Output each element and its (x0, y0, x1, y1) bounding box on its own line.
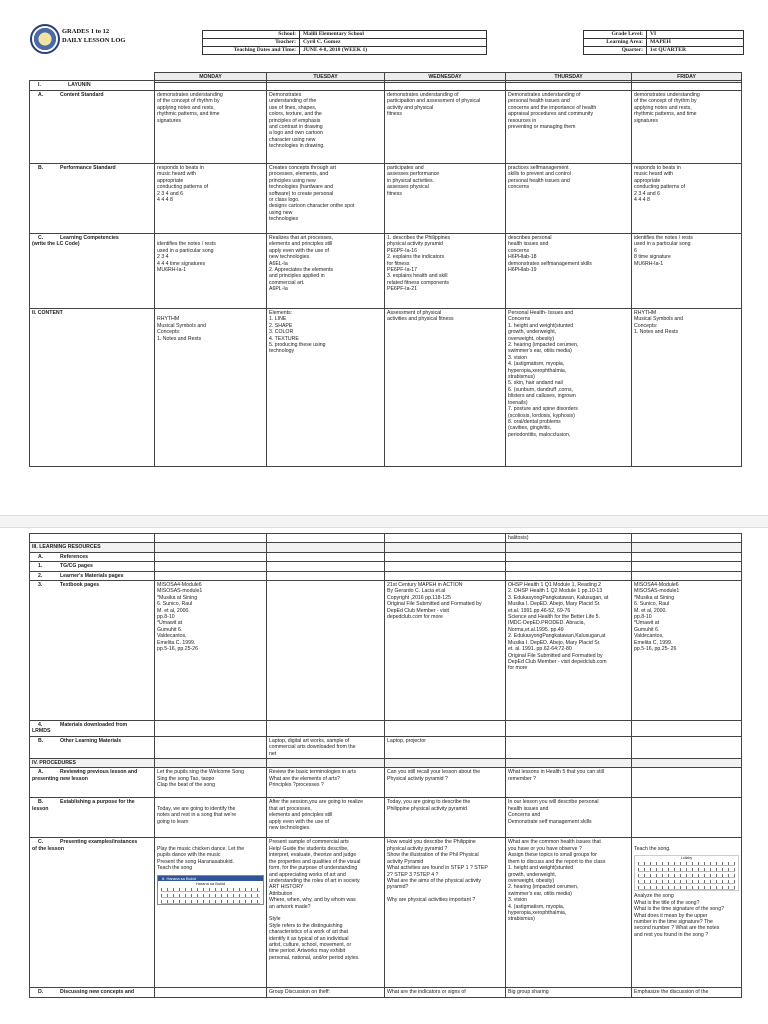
music-staff-icon (161, 888, 260, 892)
competencies-tue: Realizes that art processes, elements and principles still apply even with the use of new technologies. A6EL-Ia 2. Appreciates the elements and principles applied in commercial art. A6PL-Ia (267, 234, 385, 309)
content-tue: Elements: 1. LINE 2. SHAPE 3. COLOR 4. TEXTURE 5. producing these using technology (267, 309, 385, 467)
day-thursday-header: THURSDAY (506, 73, 632, 83)
purpose-fri (632, 798, 742, 838)
content-standard-tue: Demonstrates understanding of the use of lines, shapes, colors, texture, and the principles of emphasis and contrast in drawing a logo and own cartoon character using new technologies in drawing. (267, 91, 385, 164)
row-label: TG/CG pages (60, 563, 93, 570)
page-2 (0, 528, 768, 1024)
review-tue: Review the basic terminologies in arts What are the elements of arts? Principles ?processes ? (267, 768, 385, 798)
row-num: B. (38, 165, 44, 171)
dates-value: JUNE 4-8, 2018 (WEEK 1) (300, 47, 487, 55)
row-label: Discussing new concepts and (60, 989, 135, 996)
row-num: C. (38, 839, 44, 846)
day-tuesday-header: TUESDAY (267, 73, 385, 83)
review-fri (632, 768, 742, 798)
lullaby-score-image (634, 855, 739, 891)
song-sheet-title: Harana sa Bukid (195, 880, 226, 886)
lullaby-title: Lullaby (680, 856, 693, 861)
row-label: References (60, 553, 88, 560)
performance-standard-tue: Creates concepts through art processes, elements, and principles using new technologies (hardware and software) to create personal or class logo. designs cartoon character onthe spot using new technologies (267, 164, 385, 234)
music-staff-icon (638, 862, 735, 866)
competencies-thu: describes personal health issues and concerns H6PHIab-18 demonstrates selfmanagement skills H6PHIab-19 (506, 234, 632, 309)
content-mon: RHYTHM Musical Symbols and Concepts: 1. Notes and Rests (155, 309, 267, 467)
row-label: Content Standard (60, 92, 104, 98)
content-label: II. CONTENT (32, 310, 63, 316)
learning-resources-row (30, 543, 742, 552)
lrmds-row (30, 721, 742, 737)
analyze-song-text: Analyze the song What is the title of the song? What is the time signature of the song? What does it mean by the upper number in the time signature? The second number ? What are the notes and rest you found in the song ? (634, 893, 724, 938)
procedures-row (30, 759, 742, 768)
review-thu: What lessons in Health 5 that you can still remember ? (506, 768, 632, 798)
textbook-wed: 21st Century MAPEH in ACTION By Gerardo C. Lacia et.al Copyright ,2016 pp.118-125 Original File Submitted and Formatted by DepEd Club Member - visit depedclub.com for more (385, 581, 506, 721)
row-num: C. (38, 235, 44, 241)
performance-standard-row (30, 164, 742, 234)
examples-thu: What are the common health issues that you have or you have observe ? Assign these topics to small groups for them to discuss and the report to the class 1. height and weight(stunted growth, underweight, overweight, obesity) 2. hearing (impacted cerumen, swimmer's ear, otitis media) 3. vision 4. (astigmatism, myopia, hyperopia,xerophthalmia, strabismus) (506, 838, 632, 988)
content-row (30, 309, 742, 467)
learning-competencies-row (30, 234, 742, 309)
learning-resources-label: III. LEARNING RESOURCES (30, 543, 155, 552)
row-label: Materials downloaded from LRMDS (32, 722, 128, 735)
procedures-label: IV. PROCEDURES (30, 759, 155, 768)
music-staff-icon (638, 868, 735, 872)
discussing-fri: Emphasize the discussion of the (632, 988, 742, 998)
grade-label: Grade Level: (584, 31, 647, 39)
review-mon: Let the pupils sing the Welcome Song Sing the song Tao, taopo Clap the beat of the song (155, 768, 267, 798)
performance-standard-wed: participates and assesses performance in physical activities. assesses physical fitness (385, 164, 506, 234)
purpose-tue: After the session,you are going to realize that art processes, elements and principles still apply even with the use of new technologies. (267, 798, 385, 838)
competencies-mon: identifies the notes / rests used in a particular song 2 3 4 4 4 4 time signatures MU6RH-Ia-1 (155, 234, 267, 309)
row-label: Learner's Materials pages (60, 572, 124, 579)
tg-pages-row (30, 562, 742, 571)
examples-mon (155, 838, 267, 988)
examples-fri-text: Teach the song. (634, 845, 671, 852)
other-tue: Laptop, digital art works, sample of commercial arts downloaded from the net (267, 736, 385, 758)
content-standard-fri: demonstrates understanding of the concept of rhythm by applying notes and rests, rhythmic patterns, and time signatures (632, 91, 742, 164)
teacher-value: Cyril C. Gomez (300, 39, 487, 47)
continued-row (30, 534, 742, 543)
row-num: 1. (38, 563, 43, 570)
discussing-row (30, 988, 742, 998)
lm-pages-row (30, 571, 742, 580)
textbook-mon: MISOSA4-Module6 MISOSAS-module1 *Musika at Sining 6. Sunico, Raul M. et al, 2000. pp.8-10 *Umawit at Gumuhit 6. Valdecantos, Emelita C. 1999. pp.5-16, pp.25-26 (155, 581, 267, 721)
examples-row (30, 838, 742, 988)
day-monday-header: MONDAY (155, 73, 267, 83)
row-num: 2. (38, 572, 43, 579)
purpose-wed: Today, you are going to describe the Philippine physical activity pyramid (385, 798, 506, 838)
log-title-line-2: DAILY LESSON LOG (62, 37, 126, 44)
examples-wed: How would you describe the Philippine physical activity pyramid ? Show the illustration of the Phil Physical activity Pyramid What activities are found in STEP 1 ? STEP 2? STEP 3 ?STEP 4 ? What are the aims of the physical activity pyramid? Why are physical activities important ? (385, 838, 506, 988)
examples-tue: Present sample of commercial arts Help/ Guide the students describe, interpret, evaluate, theorize and judge the properties and qualities of the visual form, for the purpose of understanding and appreciating works of art and understanding the roles of art in society. ART HISTORY Attribution Where, when, why, and by whom was an artwork made? Style Style refers to the distinguishing characteristics of a work of art that identify it as typical of an individual artist, culture, school, movement, or time period. Artworks may exhibit personal, national, and/or period styles. (267, 838, 385, 988)
grade-value: VI (647, 31, 744, 39)
performance-standard-fri: responds to beats in music heard with appropriate conducting patterns of 2 3 4 and 6 4 4 4 8 (632, 164, 742, 234)
area-label: Learning Area: (584, 39, 647, 47)
log-title (62, 27, 125, 45)
review-row (30, 768, 742, 798)
row-num: B. (38, 737, 44, 744)
discussing-tue: Group Discussion on theff: (267, 988, 385, 998)
row-num: 3. (38, 582, 43, 589)
row-label: Establishing a purpose for the lesson (32, 799, 135, 812)
row-num: D. (38, 989, 44, 996)
textbook-thu: OHSP Health 1 Q1 Module 1, Reading 2 2. OHSP Health 1 Q2 Module 1 pp.10-13 3. EdukasyongPangkatawan, Kalusugan, at Musika I. DepED. Abejo, Mary Placid Sr. et.al. 1991.pp.46-52, 69-76 Science and Health for the Better Life 5. IMDC-DepED.PRODED. Abracia, Norma,et.al.1995. pp.49 2. EdukasyongPangkatawan,Kalusugan,at Musika I. DepED. Abejo, Mary Placid Sr. et. al. 1991. pp.62-64;72-80 Original File Submitted and Formatted by DepEd Club Member - visit depedclub.com for more (506, 581, 632, 721)
other-thu (506, 736, 632, 758)
content-wed: Assessment of physical activities and physical fitness (385, 309, 506, 467)
cont-tue (267, 534, 385, 543)
page-break (0, 515, 768, 528)
discussing-thu: Big group sharing (506, 988, 632, 998)
day-wednesday-header: WEDNESDAY (385, 73, 506, 83)
content-standard-row (30, 91, 742, 164)
other-fri (632, 736, 742, 758)
music-staff-icon (638, 874, 735, 878)
content-fri: RHYTHM Musical Symbols and Concepts: 1. Notes and Rests (632, 309, 742, 467)
content-standard-mon: demonstrates understanding of the concept of rhythm by applying notes and rests, rhythmic patterns, and time signatures (155, 91, 267, 164)
cont-thu: halitosis) (506, 534, 632, 543)
row-num: A. (38, 769, 44, 776)
row-label: Performance Standard (60, 165, 116, 171)
row-num: A. (38, 92, 44, 98)
row-num: B. (38, 799, 44, 806)
other-wed: Laptop, projector (385, 736, 506, 758)
objectives-label: LAYUNIN (68, 82, 91, 88)
music-staff-icon (161, 894, 260, 898)
lesson-table-page-2 (29, 533, 742, 998)
area-value: MAPEH (647, 39, 744, 47)
objectives-num: I. (38, 82, 41, 88)
discussing-wed: What are the indicators or signs of (385, 988, 506, 998)
other-materials-row (30, 736, 742, 758)
quarter-label: Quarter: (584, 47, 647, 55)
row-label: Reviewing previous lesson and presenting new lesson (32, 769, 138, 782)
purpose-mon: Today, we are going to identify the notes and rest in a song that we're going to learn (155, 798, 267, 838)
row-label: Textbook pages (60, 582, 100, 589)
textbook-pages-row (30, 581, 742, 721)
header-info-table (202, 30, 744, 55)
content-standard-wed: demonstrates understanding of participation and assessment of physical activity and physical fitness (385, 91, 506, 164)
row-num: A. (38, 553, 44, 560)
textbook-tue (267, 581, 385, 721)
song-sheet-label: 6. Harana sa Bukid (158, 876, 263, 881)
row-label: Learning Competencies (write the LC Code) (32, 235, 119, 248)
content-standard-thu: Demonstrates understanding of personal health issues and concerns and the importance of health appraisal procedures and community resources in preventing or managing them (506, 91, 632, 164)
content-thu: Personal Health- Issues and Concerns 1. height and weight(stunted growth, underweight, overweight, obesity) 2. hearing (impacted cerumen, swimmer's ear, otitis media) 3. vision 4. (astigmatism, myopia, hyperopia,xerophthalmia, strabismus) 5. skin, hair andand nail 6. (sunburn, dandruff ,corns, blisters and calluses, ingrown toenails) 7. posture and spine disorders (scoliosis, lordosis, kyphosis) 8. oral/dental problems (cavities, gingivitis, periodontitis, malocclusion, (506, 309, 632, 467)
discussing-mon (155, 988, 267, 998)
cont-wed (385, 534, 506, 543)
lesson-table-page-1-body (29, 80, 742, 467)
textbook-fri: MISOSA4-Module6 MISOSAS-module1 *Musika at Sining 6. Sunico, Raul M. et al, 2000. pp.8-10 *Umawit at Gumuhit 6. Valdecantos, Emelita C. 1999. pp.5-16, pp.25- 26 (632, 581, 742, 721)
song-sheet-image (157, 875, 264, 905)
competencies-fri: identifies the notes / rests used in a particular song 6 8 time signature MU6RH-Ia-1 (632, 234, 742, 309)
music-staff-icon (161, 900, 260, 904)
examples-fri (632, 838, 742, 988)
other-mon (155, 736, 267, 758)
school-value: Malili Elementary School (300, 31, 487, 39)
objectives-row (30, 81, 742, 91)
examples-mon-text: Play the music chicken dance. Let the pupils dance with the music Present the song Haranasabukid. Teach the song (157, 845, 245, 872)
row-label: Other Learning Materials (60, 737, 122, 744)
review-wed: Can you still recall your lesson about the Physical activity pyramid ? (385, 768, 506, 798)
music-staff-icon (638, 886, 735, 890)
teacher-label: Teacher: (203, 39, 300, 47)
quarter-value: 1st QUARTER (647, 47, 744, 55)
dates-label: Teaching Dates and Time: (203, 47, 300, 55)
row-label: Presenting examples/instances of the lesson (32, 839, 138, 852)
day-friday-header: FRIDAY (632, 73, 742, 83)
purpose-thu: In our lesson you will describe personal health issues and Concerns and Demonstrate self management skills (506, 798, 632, 838)
deped-seal-icon (30, 24, 60, 54)
music-staff-icon (638, 880, 735, 884)
row-num: 4. (38, 722, 43, 729)
performance-standard-thu: practices selfmanagement skills to prevent and control personal health issues and concerns (506, 164, 632, 234)
purpose-row (30, 798, 742, 838)
cont-fri (632, 534, 742, 543)
performance-standard-mon: responds to beats in music heard with appropriate conducting patterns of 2 3 4 and 6 4 4 4 8 (155, 164, 267, 234)
log-title-line-1: GRADES 1 to 12 (62, 28, 110, 35)
cont-mon (155, 534, 267, 543)
competencies-wed: 1. describes the Philippines physical activity pyramid PE6PF-Ia-16 2. explains the indicators for fitness PE6PF-Ia-17 3. explains health and skill related fitness components PE6PF-Ia-21 (385, 234, 506, 309)
school-label: School: (203, 31, 300, 39)
references-row (30, 552, 742, 561)
